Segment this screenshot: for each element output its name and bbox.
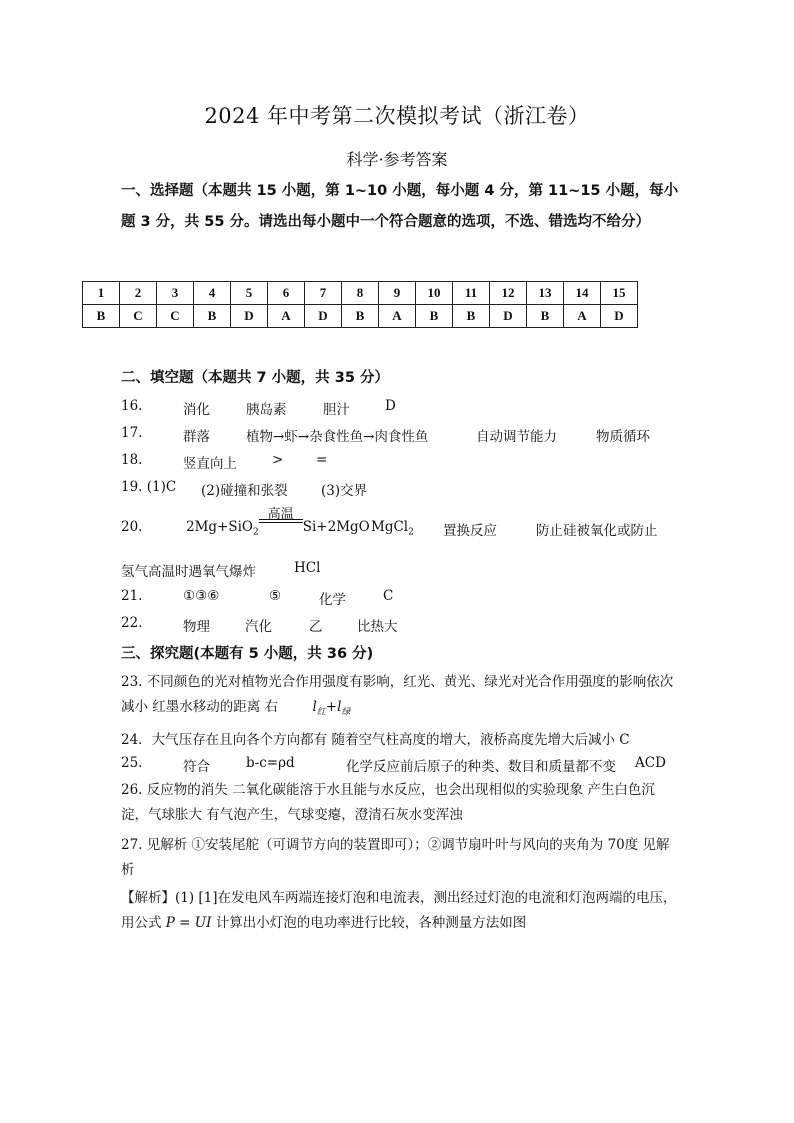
question-number-cell: 9 <box>379 282 416 305</box>
q17-answer-3: 自动调节能力 <box>476 429 557 445</box>
q19-answer-2: (2)碰撞和张裂 <box>201 483 288 499</box>
q21-answer-4: C <box>383 588 394 604</box>
q20-equation <box>186 507 370 538</box>
q20-products: Si+2MgO <box>302 519 370 535</box>
analysis-paragraph <box>121 886 681 935</box>
question-number-cell: 8 <box>342 282 379 305</box>
answer-cell: D <box>601 305 638 328</box>
q21-answer-1: ①③⑥ <box>183 588 220 604</box>
q16-answer-4: D <box>385 398 396 414</box>
question-number-cell: 10 <box>416 282 453 305</box>
q22-answer-2: 汽化 <box>245 619 272 635</box>
q21-answer-3: 化学 <box>319 592 346 608</box>
q23-formula-l2: +l <box>325 698 342 715</box>
question-number-cell: 7 <box>305 282 342 305</box>
q20-answer-3: 置换反应 <box>443 523 497 539</box>
q20-answer-2 <box>371 519 414 538</box>
q23-formula <box>312 698 351 718</box>
q16-answer-2: 胰岛素 <box>246 402 287 418</box>
q22-number: 22. <box>121 615 143 631</box>
q20-answer-2-subscript: 2 <box>408 527 414 538</box>
section2-heading: 二、填空题（本题共 7 小题，共 35 分） <box>121 370 389 386</box>
answer-cell: A <box>379 305 416 328</box>
q20-answer-2-text: MgCl <box>371 519 409 535</box>
q25-answer-1: 符合 <box>183 759 210 775</box>
q16-number: 16. <box>121 398 143 414</box>
question-number-cell: 6 <box>268 282 305 305</box>
answer-cell: C <box>157 305 194 328</box>
section3-heading: 三、探究题(本题有 5 小题，共 36 分) <box>121 646 374 662</box>
q20-answer-5: HCl <box>294 560 321 576</box>
q20-answer-4: 防止硅被氧化或防止 <box>536 523 658 539</box>
q16-answer-3: 胆汁 <box>323 402 350 418</box>
q17-number: 17. <box>121 425 143 441</box>
question-number-cell: 15 <box>601 282 638 305</box>
answer-cell: A <box>564 305 601 328</box>
q23-text: 23. 不同颜色的光对植物光合作用强度有影响，红光、黄光、绿光对光合作用强度的影响依次减小 红墨水移动的距离 右 <box>121 674 674 715</box>
answer-cell: B <box>453 305 490 328</box>
question-number-cell: 3 <box>157 282 194 305</box>
q23-paragraph <box>121 670 681 725</box>
q23-formula-sub-red: 红 <box>316 707 326 718</box>
q17-answer-2: 植物→虾→杂食性鱼→肉食性鱼 <box>246 429 429 445</box>
answer-cell: B <box>416 305 453 328</box>
q20-reaction-arrow <box>259 507 303 535</box>
q18-number: 18. <box>121 452 143 468</box>
analysis-formula: P = UI <box>165 914 212 931</box>
answer-cell: D <box>231 305 268 328</box>
answer-cell: B <box>527 305 564 328</box>
q18-answer-3: = <box>316 452 328 468</box>
q22-answer-4: 比热大 <box>357 619 398 635</box>
q16-answer-1: 消化 <box>183 402 210 418</box>
q25-answer-2: b-c=ρd <box>246 755 295 771</box>
question-number-cell: 1 <box>83 282 120 305</box>
q23-formula-sub-green: 绿 <box>341 707 351 718</box>
answer-cell: D <box>305 305 342 328</box>
answer-cell: B <box>83 305 120 328</box>
q19-number: 19. (1)C <box>121 479 177 495</box>
q21-number: 21. <box>121 588 143 604</box>
q22-answer-3: 乙 <box>309 619 323 635</box>
question-number-cell: 4 <box>194 282 231 305</box>
q18-answer-1: 竖直向上 <box>183 456 237 472</box>
q25-answer-3: 化学反应前后原子的种类、数目和质量都不变 <box>346 759 616 775</box>
question-number-cell: 5 <box>231 282 268 305</box>
q19-answer-3: (3)交界 <box>321 483 368 499</box>
q17-answer-1: 群落 <box>183 429 210 445</box>
q27-paragraph: 27. 见解析 ①安装尾舵（可调节方向的装置即可）；②调节扇叶叶与风向的夹角为 70度 见解析 <box>121 837 670 878</box>
analysis-text-2: 计算出小灯泡的电功率进行比较，各种测量方法如图 <box>215 914 527 931</box>
q20-condition: 高温 <box>267 507 294 522</box>
analysis-text-1: 【解析】(1) [1]在发电风车两端连接灯泡和电流表，测出经过灯泡的电流和灯泡两端的电压，用公式 <box>121 890 677 931</box>
question-number-cell: 11 <box>453 282 490 305</box>
answer-table-number-row <box>83 282 638 305</box>
q22-answer-1: 物理 <box>183 619 210 635</box>
q24-text: 24．大气压存在且向各个方向都有 随着空气柱高度的增大，液桥高度先增大后减小 C <box>121 732 630 748</box>
answer-cell: D <box>490 305 527 328</box>
q20-reactants: 2Mg+SiO <box>186 519 253 535</box>
q21-answer-2: ⑤ <box>269 588 282 604</box>
q17-answer-4: 物质循环 <box>596 429 650 445</box>
q20-reactant-subscript: 2 <box>253 527 259 538</box>
question-number-cell: 13 <box>527 282 564 305</box>
answer-table-answer-row <box>83 305 638 328</box>
q26-paragraph: 26. 反应物的消失 二氧化碳能溶于水且能与水反应，也会出现相似的实验现象 产生白色沉淀，气球胀大 有气泡产生，气球变瘪，澄清石灰水变浑浊 <box>121 782 655 823</box>
question-number-cell: 12 <box>490 282 527 305</box>
q18-answer-2: > <box>272 452 284 468</box>
section1-heading: 一、选择题（本题共 15 小题，第 1~10 小题，每小题 4 分，第 11~15 小题，每小题 3 分，共 55 分。请选出每小题中一个符合题意的选项，不选、错选均不给分） <box>121 183 679 230</box>
page-title: 2024 年中考第二次模拟考试（浙江卷） <box>204 104 590 128</box>
q23-formula-l1: l <box>312 698 317 715</box>
answer-cell: C <box>120 305 157 328</box>
q20-number: 20. <box>121 519 143 535</box>
answer-table <box>82 281 638 328</box>
page-subtitle: 科学·参考答案 <box>346 150 448 169</box>
q25-number: 25. <box>121 755 143 771</box>
answer-cell: B <box>342 305 379 328</box>
q25-answer-4: ACD <box>635 755 666 771</box>
q20-answer-4-cont: 氢气高温时遇氧气爆炸 <box>121 564 256 580</box>
answer-cell: A <box>268 305 305 328</box>
question-number-cell: 14 <box>564 282 601 305</box>
question-number-cell: 2 <box>120 282 157 305</box>
answer-cell: B <box>194 305 231 328</box>
